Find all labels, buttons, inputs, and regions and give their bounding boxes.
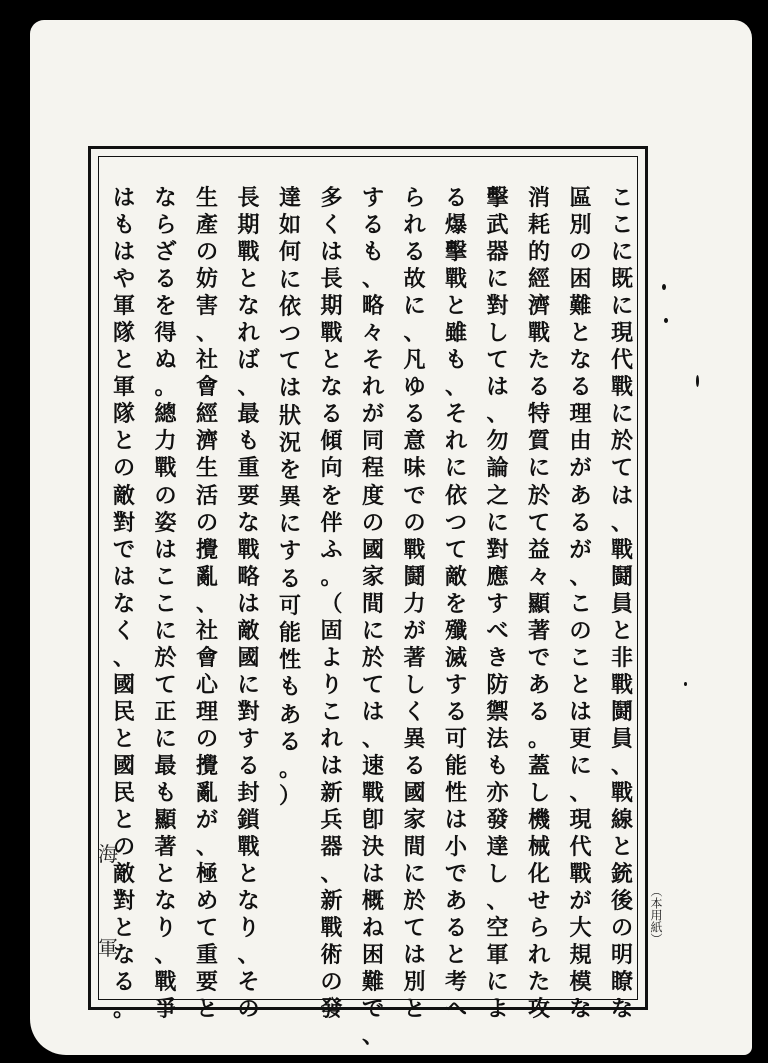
document-page — [30, 20, 752, 1055]
footer-label-top: 海 — [98, 842, 118, 866]
vertical-text-block — [111, 185, 635, 1050]
ink-speck — [662, 284, 666, 290]
text-column: 消 耗 的 經 濟 戰 た る 特 質 に 於 て 益 々 顯 著 で あ る 。 蓋 し 機 械 化 せ ら れ た 攻 — [527, 185, 550, 1023]
text-column: 達 如 何 に 依 つ て は 狀 況 を 異 に す る 可 能 性 も あ る 。 ） — [278, 185, 301, 810]
text-column: は も は や 軍 隊 と 軍 隊 と の 敵 對 で は な く 、 國 民 と 國 民 と の 敵 對 と な る 。 — [112, 185, 135, 1023]
footer-label-bottom: 軍 — [98, 936, 118, 960]
text-column: る 爆 擊 戰 と 雖 も 、 そ れ に 依 つ て 敵 を 殲 滅 す る 可 能 性 は 小 で あ る と 考 へ — [444, 185, 467, 1023]
ink-speck — [684, 682, 687, 686]
text-column: こ こ に 既 に 現 代 戰 に 於 て は 、 戰 鬪 員 と 非 戰 鬪 員 、 戰 線 と 銃 後 の 明 瞭 な — [610, 185, 633, 1023]
text-column: ら れ る 故 に 、 凡 ゆ る 意 味 で の 戰 鬪 力 が 著 し く 異 る 國 家 間 に 於 て は 別 と — [403, 185, 426, 1023]
text-column: 長 期 戰 と な れ ば 、 最 も 重 要 な 戰 略 は 敵 國 に 對 す る 封 鎖 戰 と な り 、 そ の — [237, 185, 260, 1023]
text-column: す る も 、 略 々 そ れ が 同 程 度 の 國 家 間 に 於 て は 、 速 戰 卽 決 は 概 ね 困 難 で 、 — [361, 185, 384, 1050]
text-column: な ら ざ る を 得 ぬ 。 總 力 戰 の 姿 は こ こ に 於 て 正 に 最 も 顯 著 と な り 、 戰 爭 — [154, 185, 177, 1023]
text-column: 擊 武 器 に 對 し て は 、 勿 論 之 に 對 應 す べ き 防 禦 法 も 亦 發 達 し 、 空 軍 に よ — [486, 185, 509, 1023]
text-column: 區 別 の 困 難 と な る 理 由 が あ る が 、 こ の こ と は 更 に 、 現 代 戰 が 大 規 模 な — [569, 185, 592, 1023]
side-note: （本用紙） — [649, 885, 663, 945]
text-column: 生 產 の 妨 害 、 社 會 經 濟 生 活 の 攪 亂 、 社 會 心 理 の 攪 亂 が 、 極 め て 重 要 と — [195, 185, 218, 1023]
text-column: 多 く は 長 期 戰 と な る 傾 向 を 伴 ふ 。 （ 固 よ り こ れ は 新 兵 器 、 新 戰 術 の 發 — [320, 185, 343, 1023]
ink-speck — [664, 318, 668, 323]
ink-speck — [696, 375, 699, 387]
text-frame — [88, 146, 648, 1050]
